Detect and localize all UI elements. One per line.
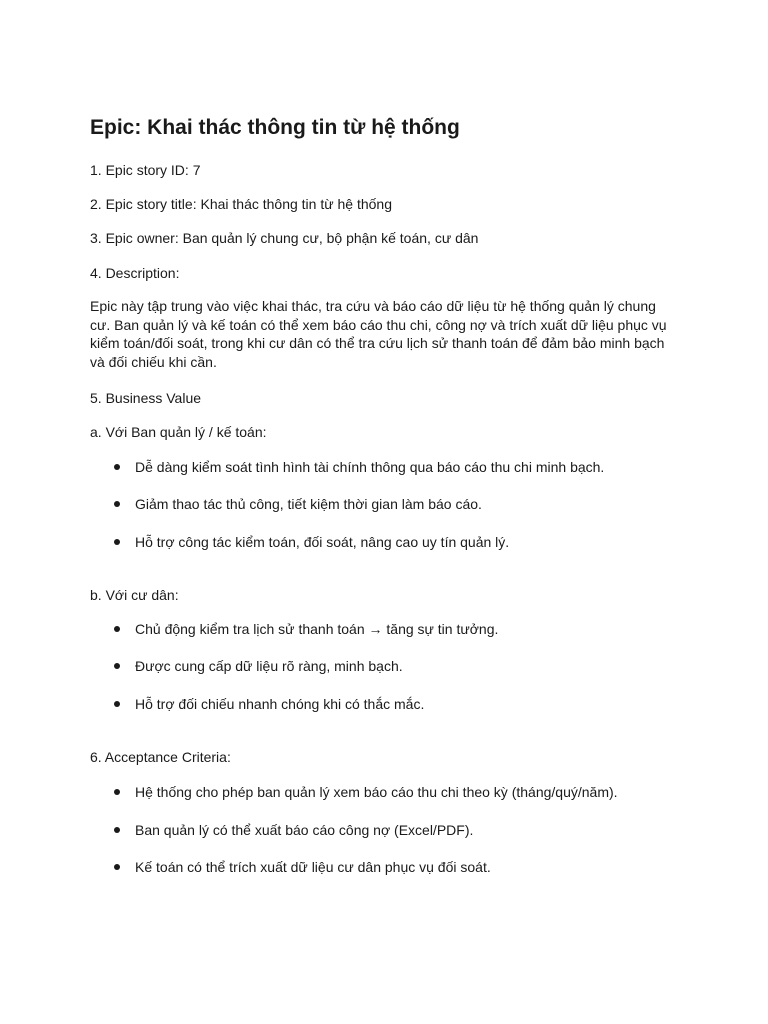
acceptance-criteria-label: 6. Acceptance Criteria: (90, 749, 231, 765)
list-item-text: Ban quản lý có thể xuất báo cáo công nợ (Excel/PDF). (135, 822, 474, 838)
list-item-text: Chủ động kiểm tra lịch sử thanh toán → tăng sự tin tưởng. (135, 621, 499, 637)
list-item-text: Dễ dàng kiểm soát tình hình tài chính thông qua báo cáo thu chi minh bạch. (135, 459, 605, 475)
group-a-label: a. Với Ban quản lý / kế toán: (90, 424, 267, 440)
epic-id: 1. Epic story ID: 7 (90, 162, 201, 178)
list-item-text: Kế toán có thể trích xuất dữ liệu cư dân phục vụ đối soát. (135, 859, 491, 875)
bullet-dot-icon (114, 864, 120, 870)
list-item-text: Được cung cấp dữ liệu rõ ràng, minh bạch. (135, 658, 403, 674)
epic-owner: 3. Epic owner: Ban quản lý chung cư, bộ phận kế toán, cư dân (90, 230, 479, 246)
page-title: Epic: Khai thác thông tin từ hệ thống (90, 116, 460, 139)
group-b-label: b. Với cư dân: (90, 587, 179, 603)
bullet-dot-icon (114, 464, 120, 470)
bullet-dot-icon (114, 501, 120, 507)
epic-title: 2. Epic story title: Khai thác thông tin từ hệ thống (90, 196, 392, 212)
bullet-dot-icon (114, 663, 120, 669)
list-item-text: Hỗ trợ công tác kiểm toán, đối soát, nâng cao uy tín quản lý. (135, 534, 510, 550)
description-text: Epic này tập trung vào việc khai thác, tra cứu và báo cáo dữ liệu từ hệ thống quản lý chung cư. Ban quản lý và kế toán có thể xem báo cáo thu chi, công nợ và trích xuất dữ liệu phục vụ kiểm toán/đối soát, trong khi cư dân có thể tra cứu lịch sử thanh toán để đảm bảo minh bạch và đối chiếu khi cần. (90, 298, 667, 371)
description-label: 4. Description: (90, 265, 180, 281)
bullet-dot-icon (114, 539, 120, 545)
list-item-text: Giảm thao tác thủ công, tiết kiệm thời gian làm báo cáo. (135, 496, 482, 512)
list-item-text: Hỗ trợ đối chiếu nhanh chóng khi có thắc mắc. (135, 696, 425, 712)
bullet-dot-icon (114, 827, 120, 833)
bullet-dot-icon (114, 626, 120, 632)
business-value-label: 5. Business Value (90, 390, 202, 406)
list-item-text: Hệ thống cho phép ban quản lý xem báo cáo thu chi theo kỳ (tháng/quý/năm). (135, 784, 618, 800)
bullet-dot-icon (114, 701, 120, 707)
bullet-dot-icon (114, 789, 120, 795)
